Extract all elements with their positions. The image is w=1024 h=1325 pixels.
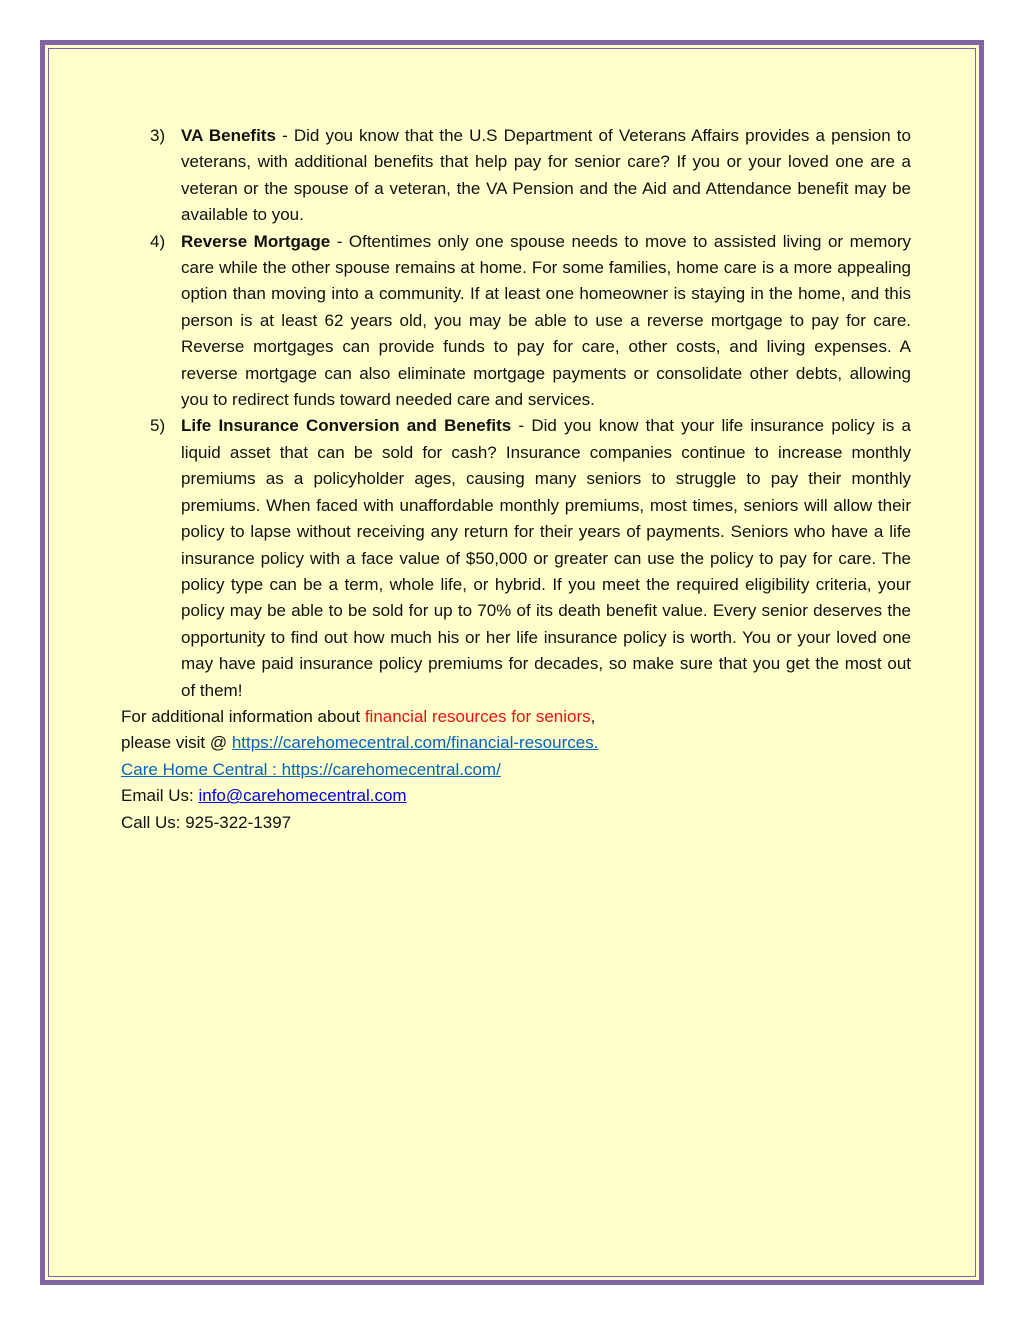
document-page: [40, 40, 984, 1285]
email-line: [121, 783, 911, 809]
financial-resources-highlight: financial resources for seniors: [364, 706, 591, 726]
benefits-list: [121, 123, 911, 704]
email-label: Email Us:: [121, 786, 199, 806]
page-content: [121, 123, 911, 836]
additional-info-suffix: ,: [590, 706, 596, 726]
benefit-term: VA Benefits: [181, 126, 276, 145]
visit-prefix: please visit @: [121, 733, 232, 753]
list-number: 4): [150, 231, 166, 251]
list-item-va-benefits: [121, 123, 911, 229]
list-item-life-insurance: [121, 413, 911, 703]
list-number: 5): [150, 416, 166, 436]
list-number: 3): [150, 126, 166, 145]
phone-line: Call Us: 925-322-1397: [121, 812, 292, 832]
additional-info-line: [121, 704, 911, 730]
benefit-text: - Did you know that your life insurance policy is a liquid asset that can be sold for cash? Insurance companies continue to increase monthly premiums as a policyholder ages, causing many seniors to struggle to pay their monthly premiums. When faced with unaffordable monthly premiums, most times, seniors will allow their policy to lapse without receiving any return for their years of payments. Seniors who have a life insurance policy with a face value of $50,000 or greater can use the policy to pay for care. The policy type can be a term, whole life, or hybrid. If you meet the required eligibility criteria, your policy may be able to be sold for up to 70% of its death benefit value. Every senior deserves the opportunity to find out how much his or her life insurance policy is worth. You or your loved one may have paid insurance policy premiums for decades, so make sure that you get the most out of them!: [181, 416, 911, 700]
list-item-reverse-mortgage: [121, 229, 911, 414]
benefit-text: - Did you know that the U.S Department of Veterans Affairs provides a pension to veterans, with additional benefits that help pay for senior care? If you or your loved one are a veteran or the spouse of a veteran, the VA Pension and the Aid and Attendance benefit may be available to you.: [181, 126, 911, 225]
benefit-term: Reverse Mortgage: [181, 231, 331, 251]
financial-resources-link[interactable]: https://carehomecentral.com/financial-resources.: [231, 733, 599, 753]
benefit-term: Life Insurance Conversion and Benefits: [181, 416, 512, 436]
email-link[interactable]: info@carehomecentral.com: [198, 786, 407, 806]
benefit-text: - Oftentimes only one spouse needs to move to assisted living or memory care while the other spouse remains at home. For some families, home care is a more appealing option than moving into a community. If at least one homeowner is staying in the home, and this person is at least 62 years old, you may be able to use a reverse mortgage to pay for care. Reverse mortgages can provide funds to pay for care, other costs, and living expenses. A reverse mortgage can also eliminate mortgage payments or consolidate other debts, allowing you to redirect funds toward needed care and services.: [181, 231, 911, 410]
additional-info-prefix: For additional information about: [121, 706, 365, 726]
care-home-central-line: [121, 757, 911, 783]
visit-line: [121, 730, 911, 756]
care-home-central-link[interactable]: Care Home Central : https://carehomecentral.com/: [121, 759, 501, 779]
